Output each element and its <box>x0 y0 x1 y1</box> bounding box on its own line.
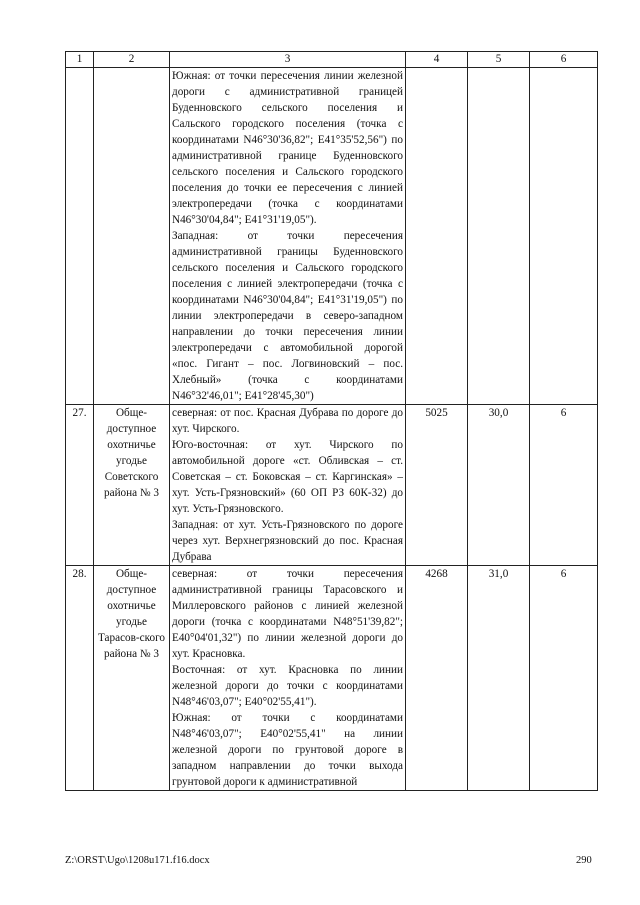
table-row <box>66 68 598 405</box>
row-number <box>66 68 94 405</box>
boundary-paragraph: Южная: от точки пересечения линии железной дороги с административной границей Буденновского сельского поселения и Сальского городского поселения (точка с координатами N46°30'36,82"; E41°35'52,56") по административной границе Буденновского сельского поселения и Сальского городского поселения до точки ее пересечения с линией электропередачи (точка с координатами N46°30'04,84"; E41°31'19,05"). <box>172 70 403 226</box>
table-row <box>66 405 598 566</box>
area-value: 4268 <box>406 566 468 791</box>
boundary-description <box>170 68 406 405</box>
density-value <box>468 68 530 405</box>
boundary-description <box>170 405 406 566</box>
boundary-paragraph: Юго-восточная: от хут. Чирского по автомобильной дороге «ст. Обливская – ст. Советская – ст. Боковская – ст. Каргинская» – хут. Усть-Грязновский» (60 ОП РЗ 60К-32) до хут. Усть-Грязновского. <box>172 439 403 515</box>
density-value: 31,0 <box>468 566 530 791</box>
page-number: 290 <box>576 855 592 866</box>
boundary-paragraph: Восточная: от хут. Красновка по линии железной дороги до точки с координатами N48°46'03,07"; E40°02'55,41"). <box>172 664 403 708</box>
header-col-1: 1 <box>66 52 94 68</box>
boundary-paragraph: Западная: от точки пересечения административной границы Буденновского сельского поселения и Сальского городского поселения с линией электропередачи (точка с координатами N46°30'04,84"; E41°31'19,05") по линии электропередачи в северо-западном направлении до точки пересечения линии электропередачи с автомобильной дорогой «пос. Гигант – пос. Логвиновский – пос. Хлебный» (точка с координатами N46°32'46,01"; E41°28'45,30") <box>172 230 403 402</box>
boundary-paragraph: Южная: от точки с координатами N48°46'03,07"; E40°02'55,41" на линии железной дороги по грунтовой дороге в западном направлении до точки выхода грунтовой дороги к административной <box>172 712 403 788</box>
ground-name <box>94 68 170 405</box>
header-col-5: 5 <box>468 52 530 68</box>
boundary-paragraph: северная: от пос. Красная Дубрава по дороге до хут. Чирского. <box>172 407 403 435</box>
header-row <box>66 52 598 68</box>
hunting-grounds-table <box>65 51 598 791</box>
col6-value <box>530 68 598 405</box>
boundary-paragraph: Западная: от хут. Усть-Грязновского по дороге через хут. Верхнегрязновский до пос. Красная Дубрава <box>172 519 403 563</box>
header-col-3: 3 <box>170 52 406 68</box>
header-col-2: 2 <box>94 52 170 68</box>
col6-value: 6 <box>530 566 598 791</box>
ground-name: Обще-доступное охотничье угодье Советского района № 3 <box>94 405 170 566</box>
area-value: 5025 <box>406 405 468 566</box>
table-row <box>66 566 598 791</box>
header-col-6: 6 <box>530 52 598 68</box>
col6-value: 6 <box>530 405 598 566</box>
density-value: 30,0 <box>468 405 530 566</box>
boundary-description <box>170 566 406 791</box>
row-number: 27. <box>66 405 94 566</box>
boundary-paragraph: северная: от точки пересечения административной границы Тарасовского и Миллеровского районов с линией железной дороги (точка с координатами N48°51'39,82"; E40°04'01,32") по линии железной дороги до хут. Красновка. <box>172 568 403 660</box>
area-value <box>406 68 468 405</box>
document-path: Z:\ORST\Ugo\1208u171.f16.docx <box>65 855 210 866</box>
ground-name: Обще-доступное охотничье угодье Тарасов-ского района № 3 <box>94 566 170 791</box>
header-col-4: 4 <box>406 52 468 68</box>
row-number: 28. <box>66 566 94 791</box>
